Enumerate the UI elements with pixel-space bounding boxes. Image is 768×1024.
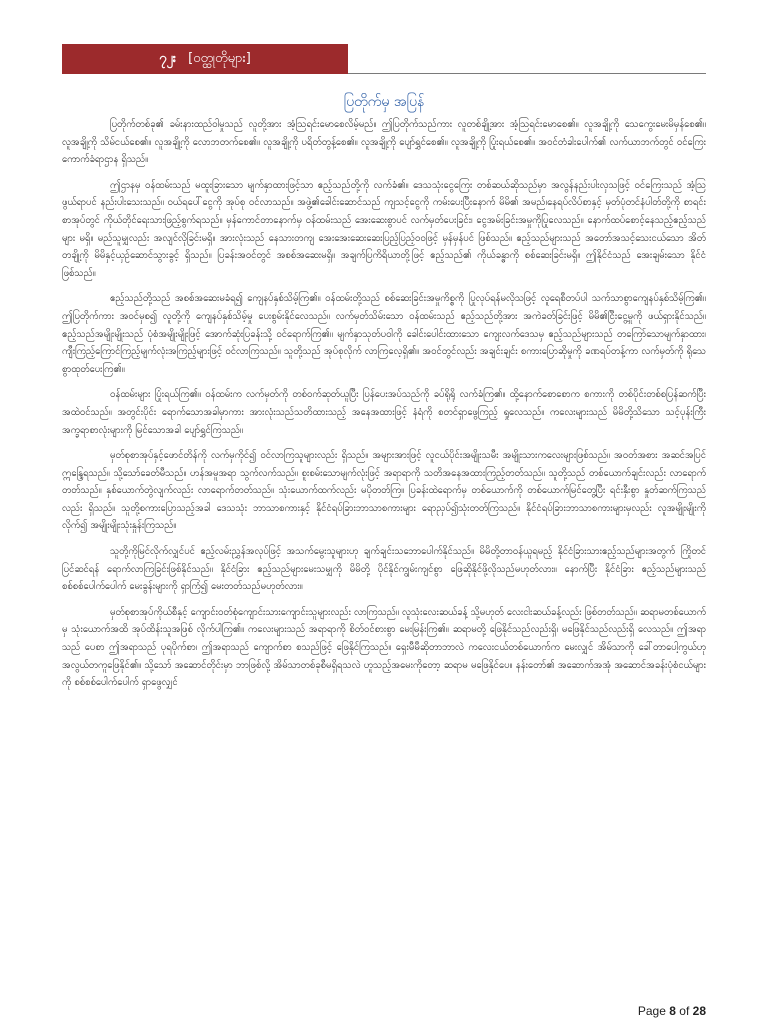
paragraph: သူတို့ကိုမြင်လိုက်လျှင်ပင် ဧည့်လမ်းညွှန်အလုပ်ဖြင့် အသက်မွေးသူများဟု ချက်ချင်းသဘောပေါက်နိုင်သည်။ မိမိတို့တာဝန်ယူရမည့် နိုင်ငံခြားသားဧည့်သည်များအတွက် ကြိုတင်ပြင်ဆင်ရန် ရောက်လာကြခြင်းဖြစ်နိုင်သည်။ နိုင်ငံခြား ဧည့်သည်များမေးသမျှကို မိမိတို့ ပိုင်နိုင်ကျွမ်းကျင်စွာ ဖြေဆိုနိုင်ဖို့လိုသည်မဟုတ်လား။ နောက်ပြီး နိုင်ငံခြား ဧည့်သည်များသည် စစ်စစ်ပေါက်ပေါက် မေးခွန်းများကို ရှာကြံ၍ မေးတတ်သည်မဟုတ်လား။	[62, 546, 706, 593]
paragraph: ဤဌာနမှ ဝန်ထမ်းသည် မထူးခြားသော မျက်နှာထားဖြင့်သာ ဧည့်သည်တို့ကို လက်ခံ၏။ ဒေသသုံးငွေကြေး တစ်ဆယ်ဆိုသည်မှာ အလွန်နည်းပါးလှသဖြင့် ဝင်ကြေးသည် အံ့သြဖွယ်ရာပင် နည်းပါးသေးသည်။ ဝယ်ရပေါ်ငွေကို အုပ်စု ဝင်လာသည်။ အဖွဲ့၏ခေါင်းဆောင်သည် ကျသင့်ငွေကို ကမ်းပေးပြီးနောက် မိမိ၏ အမည်၊နေရပ်လိပ်စာနှင့် မှတ်ပုံတင်နံပါတ်တို့ကို စာရင်းစာအုပ်တွင် ကိုယ်တိုင်ရေးသားဖြည့်စွက်ရသည်။ မှန်ကောင်တာနောက်မှ ဝန်ထမ်းသည် အေးဆေးစွာပင် လက်မှတ်ပေးခြင်း၊ ငွေအမ်းခြင်းအမှုကိုပြုလေသည်။ နောက်ထပ်စောင့်နေသည့်ဧည့်သည်များ မရှိ။ မည်သူမျှလည်း အလျင်လိုခြင်းမရှိ။ အားလုံးသည် နေသားတကျ အေးအေးဆေးဆေးပြည့်ပြည့်ဝဝဖြင့် မှန်မှန်ပင် ဖြစ်သည်။ ဧည့်သည်များသည် အတော်အသင့်သေးငယ်သော အိတ်တချို့ကို မိမိနှင့်ယှဉ်ဆောင်သွားခွင့် ရှိသည်။ ပြခန်းအဝင်တွင် အစစ်အဆေးမရှိ။ အချက်ပြကိရိယာတို့ဖြင့် ဧည့်သည်၏ ကိုယ်ခန္ဓာကို စစ်ဆေးခြင်းမရှိ။ ဤနိုင်ငံသည် အေးချမ်းသော နိုင်ငံဖြစ်သည်။	[62, 179, 706, 279]
chapter-header-bar	[62, 44, 348, 74]
article-body	[62, 116, 706, 700]
paragraph: မှတ်စုစာအုပ်နှင့်ဖောင်တိန်ကို လက်မှကိုင်၍ ဝင်လာကြသူများလည်း ရှိသည်။ အများအားဖြင့် လူငယ်ပိုင်းအမျိုးသမီး အမျိုးသားကလေးများဖြစ်သည်။ အဝတ်အစား အဆင်အပြင် ဣန္ဒြေရသည်။ သို့သော်ခေတ်မီသည်။ ဟန်အမူအရာ သွက်လက်သည်။ စူးစမ်းသောမျက်လုံးဖြင့် အရာရာကို သတိအနေအထားကြည့်တတ်သည်။ သူတို့သည် တစ်ယောက်ချင်းလည်း လာရောက်တတ်သည်။ နှစ်ယောက်တွဲလျက်လည်း လာရောက်တတ်သည်။ သုံးယောက်ထက်လည်း မပိုတတ်ကြ။ ပြခန်းထဲရောက်မှ တစ်ယောက်ကို တစ်ယောက်မြင်တွေ့ပြီး ရင်းနှီးစွာ နှုတ်ဆက်ကြသည်လည်း ရှိသည်။ သူတို့စကားပြောသည့်အခါ ဒေသသုံး ဘာသာစကားနှင့် နိုင်ငံရပ်ခြားဘာသာစကားများ ရောညှပ်၍သုံးတတ်ကြသည်။ နိုင်ငံရပ်ခြားဘာသာစကားများမှလည်း လူအမျိုးမျိုးကိုလိုက်၍ အမျိုးမျိုးသုံးနှုန်းကြသည်။	[62, 450, 706, 532]
paragraph: မှတ်စုစာအုပ်ကိုယ်စီနှင့် ကျောင်းဝတ်စုံကျောင်းသားကျောင်းသူများလည်း လာကြသည်။ လူသုံးလေးဆယ်ခန့် သို့မဟုတ် လေးငါးဆယ်ခန့်လည်း ဖြစ်တတ်သည်။ ဆရာမတစ်ယောက်မှ သုံးယောက်အထိ အုပ်ထိန်းသူအဖြစ် လိုက်ပါကြ၏။ ကလေးများသည် အရာရာကို စိတ်ဝင်စားစွာ မေးမြန်းကြ၏။ ဆရာမတို့ ဖြေနိုင်သည်လည်းရှိ၊ မဖြေနိုင်သည်လည်းရှိ လေသည်။ ဤအရာသည် ပေစာ ဤအရာသည် ပုရပိုက်စာ၊ ဤအရာသည် ကျောက်စာ စသည်ဖြင့် ဖြေနိုင်ကြသည်။ ရှေးမီမီဆိုတာဘာလဲ ကလေးငယ်တစ်ယောက်က မေးလျှင် အိမ်သာကို ခေါ်တာပေါ့ကွယ်ဟု အလွယ်တကူဖြေနိုင်၏။ သို့သော် အဆောင်တိုင်းမှာ ဘာဖြစ်လို့ အိမ်သာတစ်ခုစီမရှိရသလဲ ဟူသည့်အမေးကိုတော့ ဆရာမ မဖြေနိုင်ပေ။ နန်းတော်၏ အဆောက်အအုံ အဆောင်အခန်းပုံစံငယ်များကို စစ်စစ်ပေါက်ပေါက် ရှာဖွေလျှင်	[62, 606, 707, 689]
header-page-label: ၇၂း	[159, 50, 177, 66]
current-page-number: 8	[669, 1004, 676, 1018]
page-word: Page	[637, 1004, 666, 1018]
total-pages-number: 28	[692, 1004, 706, 1018]
paragraph: ဧည့်သည်တို့သည် အစစ်အဆေးမခံရ၍ ကျေနပ်နှစ်သိမ့်ကြ၏။ ဝန်ထမ်းတို့သည် စစ်ဆေးခြင်းအမှုကိစ္စကို ပြုလုပ်ရန်မလိုသဖြင့် လူရေစီတပ်ပါ သက်သာစွာကျေနပ်နှစ်သိမ့်ကြ၏။ ဤပြတိုက်ကား အဝင်မှစ၍ လူတို့ကို ကျေနပ်နှစ်သိမ့်မှု ပေးစွမ်းနိုင်လေသည်။ လက်မှတ်သိမ်းသော ဝန်ထမ်းသည် ဧည့်သည်တို့အား အကဲခတ်ခြင်းဖြင့် မိမိ၏ငြီးငွေ့မှုကို ဖယ်ရှားနိုင်သည်။ ဧည့်သည်အမျိုးမျိုးသည် ပုံစံအမျိုးမျိုးဖြင့် အောက်ဆုံးပြခန်းသို့ ဝင်ရောက်ကြ၏။ မျက်နှာသုတ်ပဝါကို ခေါင်းပေါင်းထားသော ကျေးလက်ဒေသမှ ဧည့်သည်များသည် တကြော်သောမျက်နှာထား၊ ကျီးကြည့်ကြောင်ကြည့်မျက်လုံးအကြည့်များဖြင့် ဝင်လာကြသည်။ သူတို့သည် အုပ်စုလိုက် လာကြလေ့ရှိ၏။ အဝင်တွင်လည်း အချင်းချင်း စကားပြောဆိုမှုကို ခဏရပ်တန့်ကာ လက်မှတ်ကို ရိုသေစွာထုတ်ပေးကြ၏။	[62, 293, 706, 375]
article-title: ပြတိုက်မှ အပြန်	[343, 94, 425, 110]
header-section-title: [ဝတ္ထုတိုများ]	[188, 50, 251, 66]
paragraph: ပြတိုက်တစ်ခု၏ ခမ်းနားထည်ဝါမှုသည် လူတို့အား အံ့သြရင်းမောစေလိမ့်မည်။ ဤပြတိုက်သည်ကား လူတစ်ချို့အား အံ့သြရင်းမောစေ၏။ လူအချို့ကို သေကွေးမေးမိမှန်စေ၏။ လူအချို့ကို သိမ်ငယ်စေ၏။ လူအချို့ကို လောဘတက်စေ၏။ လူအချို့ကို ပရိတ်တွန့်စေ၏။ လူအချို့ကို ပျော်ရွှင်စေ၏။ လူအချို့ကို ပြုံးရယ်စေ၏။ အဝင်တံခါးပေါက်၏ လက်ယာဘက်တွင် ဝင်ကြေးကောက်ခံရာဌာန ရှိသည်။	[62, 119, 706, 166]
paragraph: ဝန်ထမ်းများ ပြုံးရယ်ကြ၏။ ဝန်ထမ်းက လက်မှတ်ကို တစ်ဝက်ဆုတ်ယူပြီး ပြန်ပေးအပ်သည်ကို ခပ်ရိုရို လက်ခံကြ၏။ ထို့နောက်စောစောက စကားကို တစ်ပိုင်းတစ်စပြန်ဆက်ပြီး အထဲဝင်သည်။ အတွင်းပိုင်း ရောက်သောအခါမှာကား အားလုံးသည်သတိထားသည့် အနေအထားဖြင့် နံရံကို စတင်ရှာဖွေကြည့် ရှုလေသည်။ ကလေးများသည် မိမိတို့သိသော သင့်ပုန်းကြီးအက္ခရာစာလုံးများကို မြင်သောအခါ ပျော်ရွှင်ကြသည်။	[62, 389, 706, 436]
header-divider	[348, 73, 706, 74]
of-word: of	[679, 1004, 690, 1018]
page-footer	[638, 1004, 706, 1018]
